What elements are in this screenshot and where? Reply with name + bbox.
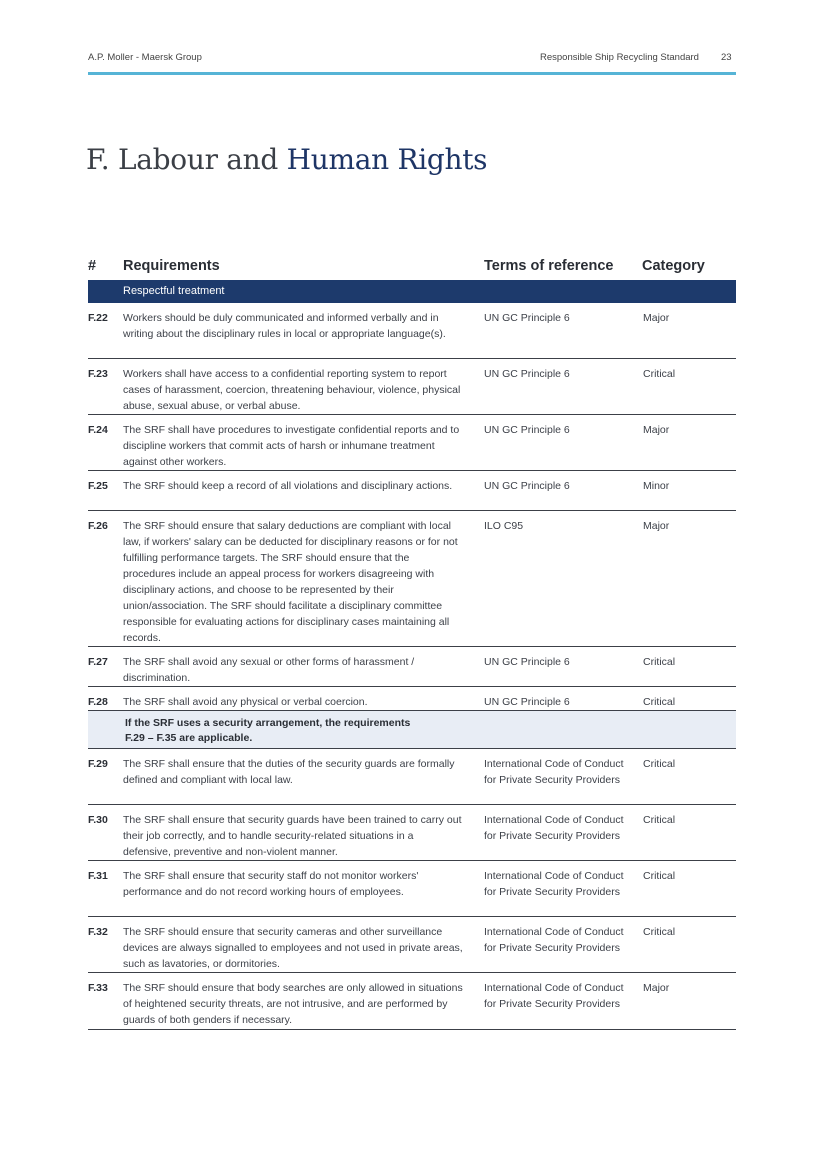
requirement-text: Workers should be duly communicated and informed verbally and in writing about the disciplinary rules in local or appropriate language(s).	[123, 312, 446, 340]
terms-of-reference: UN GC Principle 6	[484, 312, 570, 324]
requirement-text: The SRF should ensure that body searches are only allowed in situations of heightened security threats, are not intrusive, and are performed by guards of both genders if necessary.	[123, 982, 463, 1026]
category: Major	[643, 520, 670, 532]
requirement-id: F.29	[88, 758, 108, 770]
terms-of-reference: International Code of Conduct for Private Security Providers	[484, 926, 624, 954]
requirement-id: F.32	[88, 926, 108, 938]
header-document-title: Responsible Ship Recycling Standard	[540, 52, 699, 63]
requirement-id: F.33	[88, 982, 108, 994]
requirement-text: The SRF shall avoid any sexual or other forms of harassment / discrimination.	[123, 656, 415, 684]
requirement-id: F.31	[88, 870, 108, 882]
terms-of-reference: UN GC Principle 6	[484, 656, 570, 668]
header-rule	[88, 72, 736, 75]
requirement-id: F.25	[88, 480, 108, 492]
category: Critical	[643, 656, 676, 668]
requirement-text: The SRF shall ensure that security guards have been trained to carry out their job correctly, and to handle security-related situations in a defensive, preventive and non-violent manner.	[123, 814, 462, 858]
table-row	[88, 647, 736, 687]
page-number: 23	[721, 52, 732, 63]
table-row	[88, 687, 736, 711]
terms-of-reference: International Code of Conduct for Private Security Providers	[484, 814, 624, 842]
category: Critical	[643, 926, 676, 938]
category: Critical	[643, 368, 676, 380]
table-row	[88, 415, 736, 471]
terms-of-reference: UN GC Principle 6	[484, 696, 570, 708]
column-header-terms: Terms of reference	[484, 258, 614, 274]
column-header-requirements: Requirements	[123, 258, 220, 274]
category: Critical	[643, 814, 676, 826]
table-row	[88, 511, 736, 647]
terms-of-reference: UN GC Principle 6	[484, 424, 570, 436]
category: Minor	[643, 480, 670, 492]
table-row	[88, 805, 736, 861]
requirement-id: F.28	[88, 696, 108, 708]
category: Major	[643, 424, 670, 436]
category: Major	[643, 312, 670, 324]
category: Major	[643, 982, 670, 994]
page-title	[86, 143, 487, 176]
terms-of-reference: UN GC Principle 6	[484, 368, 570, 380]
requirement-text: The SRF should keep a record of all violations and disciplinary actions.	[123, 480, 453, 492]
category: Critical	[643, 870, 676, 882]
column-header-category: Category	[642, 258, 705, 274]
requirement-text: The SRF shall avoid any physical or verbal coercion.	[123, 696, 368, 708]
title-main: F. Labour and	[86, 143, 287, 176]
table-row	[88, 471, 736, 511]
requirement-text: Workers shall have access to a confidential reporting system to report cases of harassment, coercion, threatening behaviour, violence, physical abuse, sexual abuse, or verbal abuse.	[123, 368, 461, 412]
section-band: Respectful treatment	[88, 280, 736, 303]
requirement-text: The SRF should ensure that salary deductions are compliant with local law, if workers' salary can be deducted for disciplinary reasons or for not fulfilling performance targets. The SRF should ensure that the procedures include an appeal process for workers disagreeing with disciplinary actions, and choose to be represented by their union/association. The SRF should facilitate a disciplinary committee responsible for evaluating actions for disciplinary cases maintaining all records.	[123, 520, 458, 644]
requirement-id: F.23	[88, 368, 108, 380]
terms-of-reference: UN GC Principle 6	[484, 480, 570, 492]
table-row	[88, 359, 736, 415]
requirement-text: The SRF should ensure that security cameras and other surveillance devices are always signalled to employees and not used in private areas, such as lavatories, or dormitories.	[123, 926, 463, 970]
title-accent: Human Rights	[286, 143, 488, 176]
security-note-band	[88, 711, 736, 749]
requirement-text: The SRF shall ensure that security staff do not monitor workers' performance and do not record working hours of employees.	[123, 870, 419, 898]
category: Critical	[643, 758, 676, 770]
requirement-id: F.30	[88, 814, 108, 826]
table-row	[88, 861, 736, 917]
header-company: A.P. Moller - Maersk Group	[88, 52, 202, 63]
requirement-id: F.22	[88, 312, 108, 324]
table-row	[88, 917, 736, 973]
requirement-id: F.26	[88, 520, 108, 532]
terms-of-reference: ILO C95	[484, 520, 524, 532]
column-header-number: #	[88, 258, 97, 274]
terms-of-reference: International Code of Conduct for Private Security Providers	[484, 758, 624, 786]
table-row	[88, 973, 736, 1030]
requirement-id: F.24	[88, 424, 108, 436]
requirement-text: The SRF shall ensure that the duties of the security guards are formally defined and compliant with local law.	[123, 758, 455, 786]
table-row	[88, 749, 736, 805]
category: Critical	[643, 696, 676, 708]
table-row	[88, 303, 736, 359]
requirement-id: F.27	[88, 656, 108, 668]
security-note-text: If the SRF uses a security arrangement, the requirements F.29 – F.35 are applicable.	[125, 717, 411, 744]
requirement-text: The SRF shall have procedures to investigate confidential reports and to discipline workers that commit acts of harsh or inhumane treatment against other workers.	[123, 424, 460, 468]
terms-of-reference: International Code of Conduct for Private Security Providers	[484, 982, 624, 1010]
terms-of-reference: International Code of Conduct for Private Security Providers	[484, 870, 624, 898]
requirements-table	[88, 280, 736, 1030]
